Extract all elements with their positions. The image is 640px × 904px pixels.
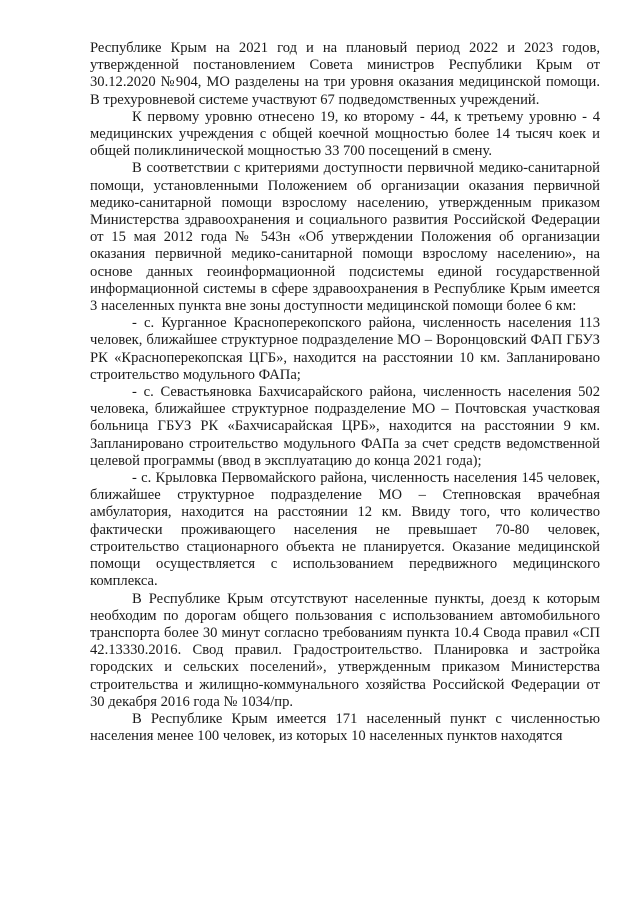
document-page bbox=[90, 40, 600, 745]
paragraph-small-settlements: В Республике Крым имеется 171 населенный пункт с численностью населения менее 100 человек, из которых 10 населенных пунктов находятся bbox=[90, 710, 600, 745]
list-item-krylovka: - с. Крыловка Первомайского района, численность населения 145 человек, ближайшее структурное подразделение МО – Степновская врачебная амбулатория, находится на расстоянии 12 км. Ввиду того, что количество фактически проживающего населения не превышает 70-80 человек, строительство стационарного объекта не планируется. Оказание медицинской помощи осуществляется с использованием передвижного медицинского комплекса. bbox=[90, 470, 600, 590]
list-item-sevastyanovka: - с. Севастьяновка Бахчисарайского района, численность населения 502 человека, ближайшее структурное подразделение МО – Почтовская участковая больница ГБУЗ РК «Бахчисарайская ЦРБ», находится на расстоянии 9 км. Запланировано строительство модульного ФАПа за счет средств ведомственной целевой программы (ввод в эксплуатацию до конца 2021 года); bbox=[90, 384, 600, 469]
paragraph-level-counts: К первому уровню отнесено 19, ко второму - 44, к третьему уровню - 4 медицинских учреждения с общей коечной мощностью более 14 тысяч коек и общей поликлинической мощностью 33 700 посещений в смену. bbox=[90, 108, 600, 160]
paragraph-levels-intro: Республике Крым на 2021 год и на плановый период 2022 и 2023 годов, утвержденной постановлением Совета министров Республики Крым от 30.12.2020 №904, МО разделены на три уровня оказания медицинской помощи. В трехуровневой системе участвуют 67 подведомственных учреждений. bbox=[90, 40, 600, 108]
list-item-kurgannoe: - с. Курганное Красноперекопского района, численность населения 113 человек, ближайшее структурное подразделение МО – Воронцовский ФАП ГБУЗ РК «Красноперекопская ЦГБ», находится на расстоянии 10 км. Запланировано строительство модульного ФАПа; bbox=[90, 315, 600, 383]
paragraph-transport-access: В Республике Крым отсутствуют населенные пункты, доезд к которым необходим по дорогам общего пользования с использованием автомобильного транспорта более 30 минут согласно требованиям пункта 10.4 Свода правил «СП 42.13330.2016. Свод правил. Градостроительство. Планировка и застройка городских и сельских поселений», утвержденным приказом Министерства строительства и жилищно-коммунального хозяйства Российской Федерации от 30 декабря 2016 года № 1034/пр. bbox=[90, 590, 600, 710]
paragraph-accessibility-criteria: В соответствии с критериями доступности первичной медико-санитарной помощи, установленными Положением об организации оказания первичной медико-санитарной помощи взрослому населению, утвержденным приказом Министерства здравоохранения и социального развития Российской Федерации от 15 мая 2012 года № 543н «Об утверждении Положения об организации оказания первичной медико-санитарной помощи взрослому населению», на основе данных геоинформационной подсистемы единой государственной информационной системы в сфере здравоохранения в Республике Крым имеется 3 населенных пункта вне зоны доступности медицинской помощи более 6 км: bbox=[90, 160, 600, 315]
